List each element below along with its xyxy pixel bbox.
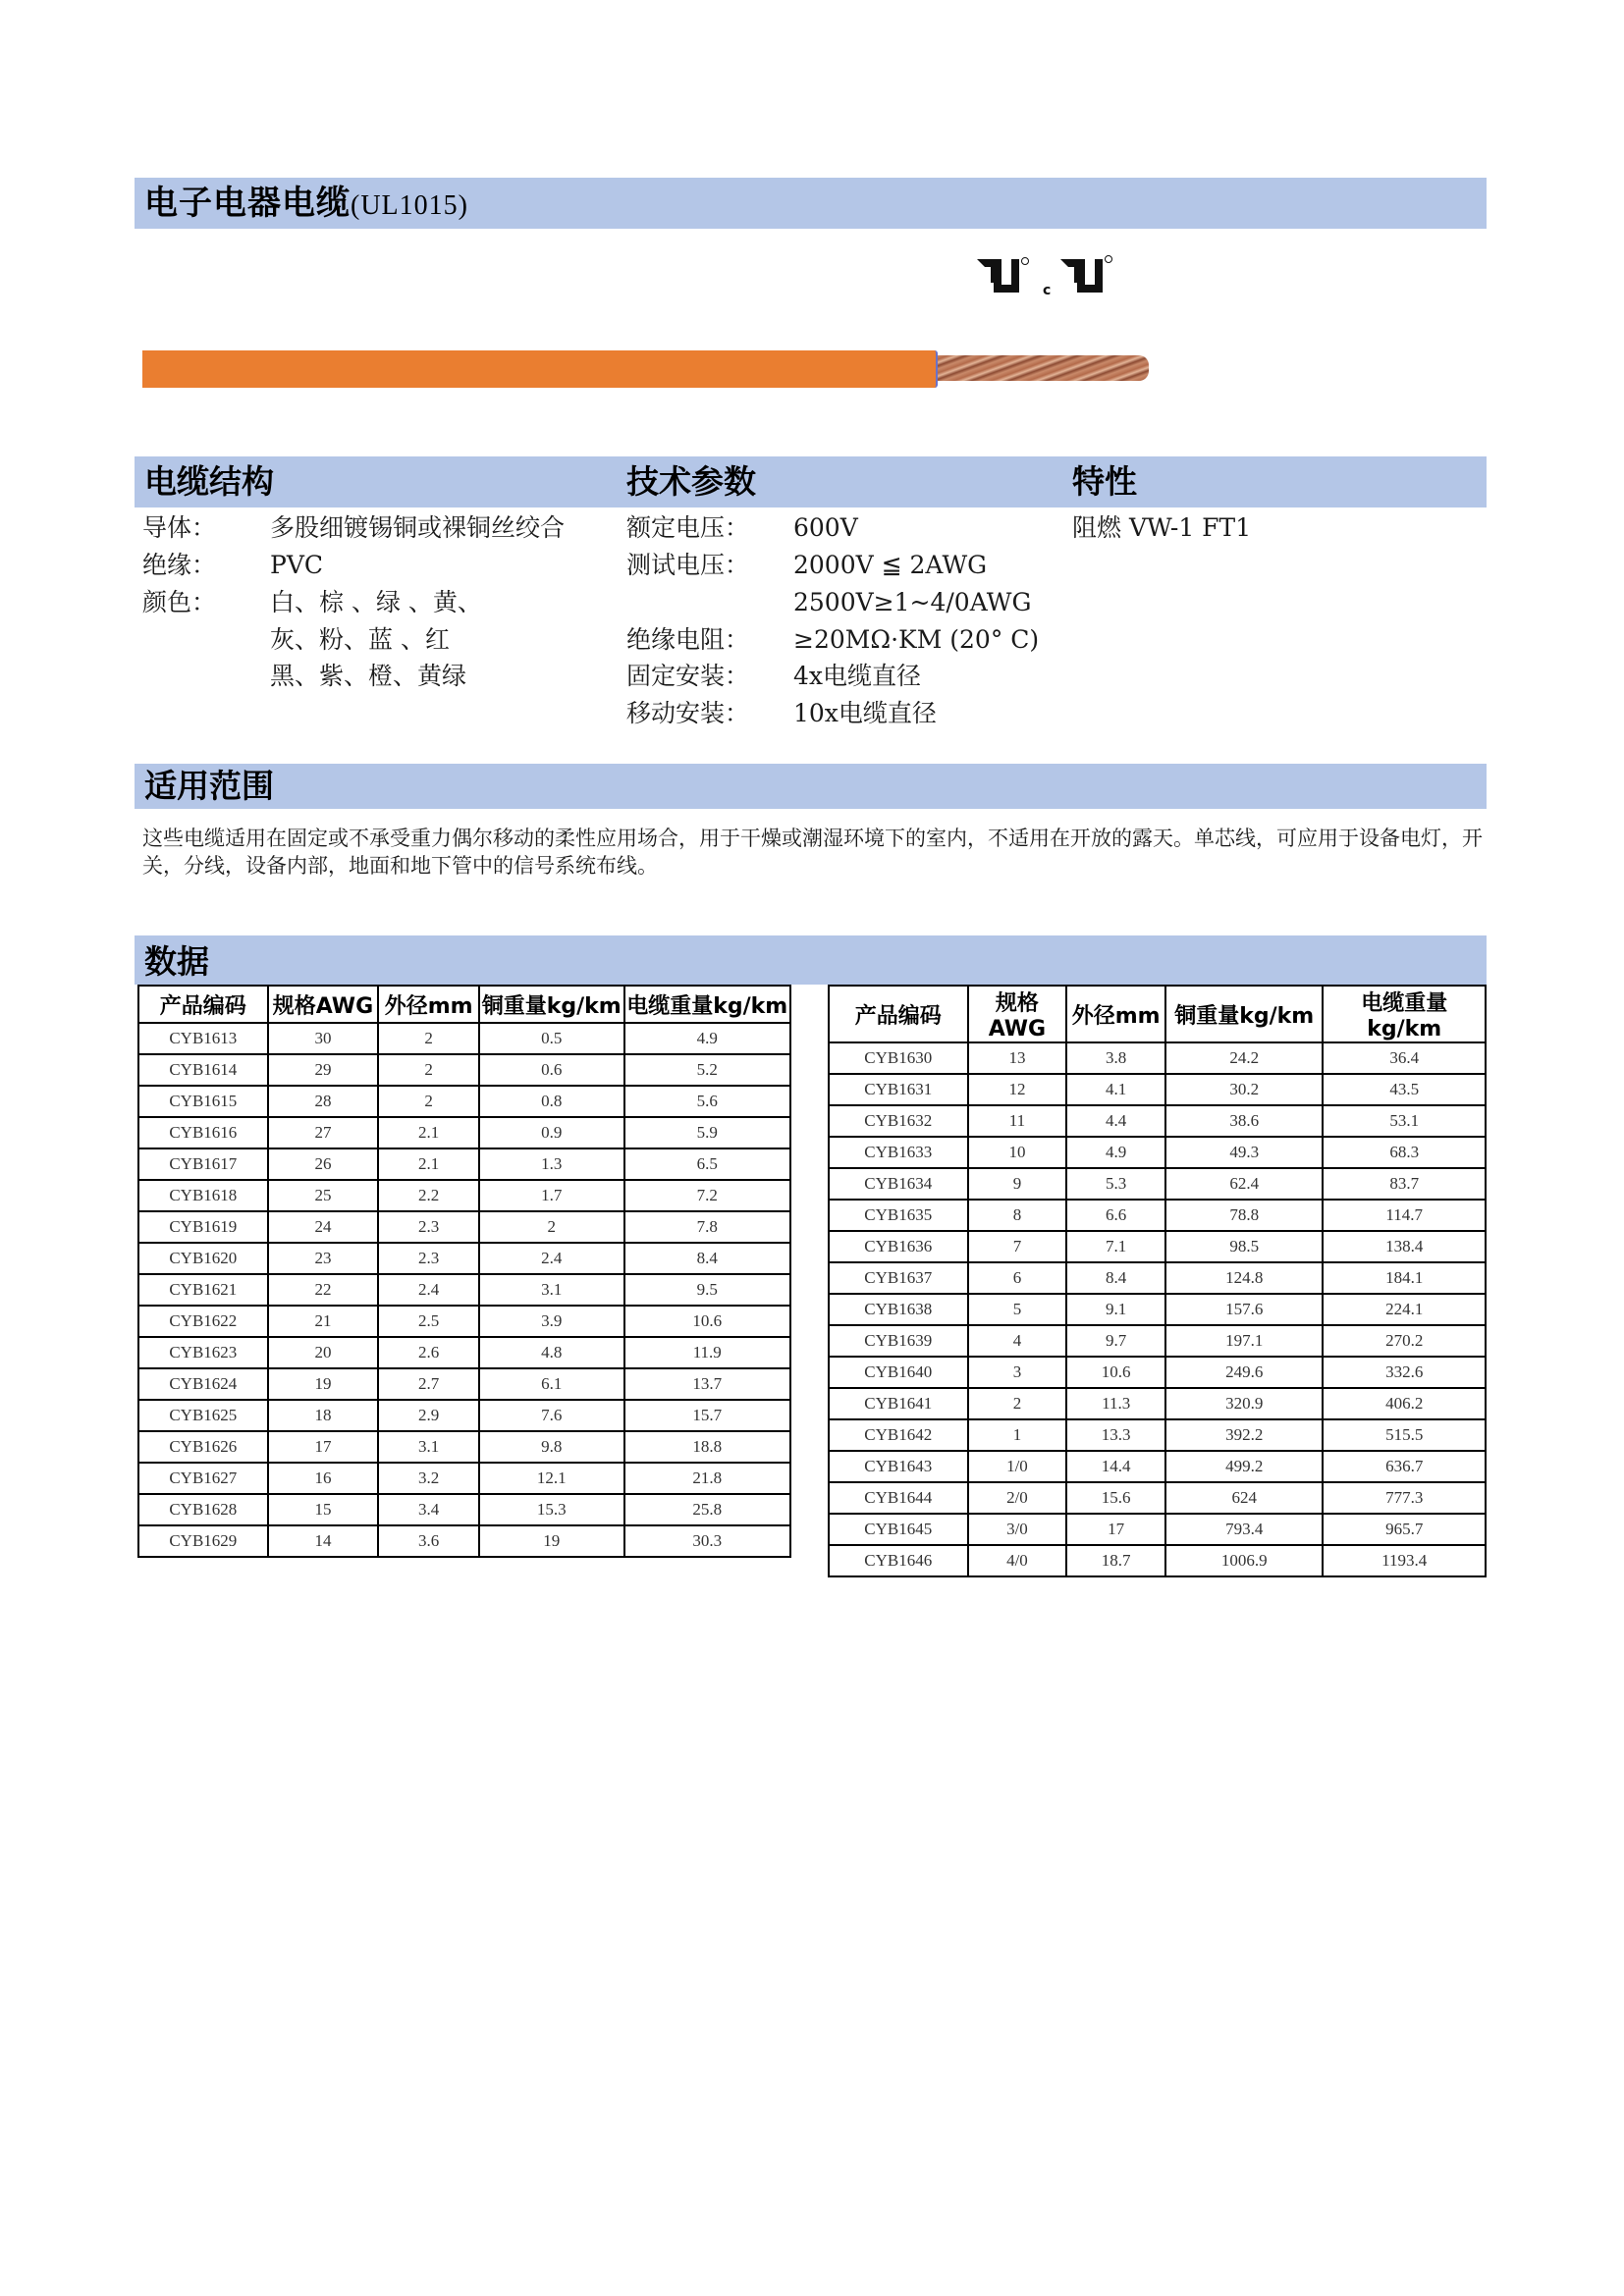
structure-label-color: 颜色：: [142, 588, 217, 616]
table-cell: 22: [268, 1274, 379, 1306]
table-cell: CYB1635: [829, 1200, 968, 1231]
table-cell: CYB1633: [829, 1137, 968, 1168]
table-cell: CYB1618: [138, 1180, 268, 1211]
column-header: 产品编码: [829, 986, 968, 1042]
column-header: 外径mm: [1066, 986, 1165, 1042]
table-row: [138, 1431, 790, 1463]
table-cell: 7.8: [624, 1211, 790, 1243]
table-cell: 2: [378, 1023, 479, 1054]
title-text: 电子电器电缆: [144, 184, 351, 223]
page-title: [144, 182, 468, 228]
table-cell: 124.8: [1165, 1262, 1324, 1294]
tech-value-rated-voltage: 600V: [793, 513, 858, 542]
table-header-row: [829, 986, 1486, 1042]
table-cell: 1: [968, 1419, 1067, 1451]
tech-value-test-voltage-2: 2500V≥1~4/0AWG: [793, 588, 1032, 616]
table-cell: 10.6: [624, 1306, 790, 1337]
feature-flame-retardant: 阻燃 VW-1 FT1: [1072, 513, 1252, 542]
table-row: [138, 1306, 790, 1337]
table-cell: 0.5: [479, 1023, 624, 1054]
column-header: 电缆重量kg/km: [1323, 986, 1486, 1042]
table-cell: 9.8: [479, 1431, 624, 1463]
table-row: [138, 1086, 790, 1117]
table-cell: 17: [268, 1431, 379, 1463]
table-cell: CYB1637: [829, 1262, 968, 1294]
table-cell: 30: [268, 1023, 379, 1054]
table-cell: CYB1634: [829, 1168, 968, 1200]
table-cell: 6.6: [1066, 1200, 1165, 1231]
table-cell: 13.7: [624, 1368, 790, 1400]
table-cell: 3.9: [479, 1306, 624, 1337]
spec-table-right: [828, 985, 1487, 1577]
table-cell: CYB1645: [829, 1514, 968, 1545]
structure-label-insulation: 绝缘：: [142, 551, 217, 579]
table-cell: 2: [378, 1054, 479, 1086]
section-title-structure: 电缆结构: [144, 462, 274, 501]
table-cell: CYB1631: [829, 1074, 968, 1105]
table-cell: 7.6: [479, 1400, 624, 1431]
table-cell: 1006.9: [1165, 1545, 1324, 1576]
tech-value-mobile-install: 10x电缆直径: [793, 699, 937, 727]
table-cell: 11.3: [1066, 1388, 1165, 1419]
tech-label-insulation-resistance: 绝缘电阻：: [626, 625, 750, 654]
table-cell: 3.8: [1066, 1042, 1165, 1074]
table-cell: 5.9: [624, 1117, 790, 1148]
table-cell: 2.5: [378, 1306, 479, 1337]
table-row: [829, 1042, 1486, 1074]
table-cell: CYB1638: [829, 1294, 968, 1325]
table-cell: 4.9: [1066, 1137, 1165, 1168]
table-cell: 2.7: [378, 1368, 479, 1400]
table-cell: CYB1639: [829, 1325, 968, 1357]
table-row: [829, 1137, 1486, 1168]
table-cell: 7.2: [624, 1180, 790, 1211]
table-row: [138, 1463, 790, 1494]
table-cell: 515.5: [1323, 1419, 1486, 1451]
table-cell: 7.1: [1066, 1231, 1165, 1262]
ul-certification-icon: [972, 251, 1149, 300]
column-header: 外径mm: [378, 986, 479, 1023]
table-cell: 8.4: [1066, 1262, 1165, 1294]
table-cell: 49.3: [1165, 1137, 1324, 1168]
table-cell: 3.1: [378, 1431, 479, 1463]
table-cell: 2: [479, 1211, 624, 1243]
title-bar: [135, 178, 1487, 229]
table-cell: 23: [268, 1243, 379, 1274]
table-cell: 3.4: [378, 1494, 479, 1525]
table-cell: 36.4: [1323, 1042, 1486, 1074]
table-cell: CYB1621: [138, 1274, 268, 1306]
cable-jacket: [142, 350, 938, 388]
table-cell: 1193.4: [1323, 1545, 1486, 1576]
table-cell: 224.1: [1323, 1294, 1486, 1325]
table-cell: 83.7: [1323, 1168, 1486, 1200]
section-title-data: 数据: [144, 942, 209, 981]
table-row: [138, 1211, 790, 1243]
table-cell: 5: [968, 1294, 1067, 1325]
tech-label-fixed-install: 固定安装：: [626, 662, 750, 690]
table-cell: 4/0: [968, 1545, 1067, 1576]
section-bar-data: [135, 935, 1487, 985]
table-cell: 332.6: [1323, 1357, 1486, 1388]
table-cell: CYB1632: [829, 1105, 968, 1137]
table-cell: 11: [968, 1105, 1067, 1137]
table-cell: 12: [968, 1074, 1067, 1105]
table-row: [829, 1388, 1486, 1419]
table-cell: 114.7: [1323, 1200, 1486, 1231]
table-row: [829, 1451, 1486, 1482]
table-cell: CYB1646: [829, 1545, 968, 1576]
table-row: [138, 1400, 790, 1431]
table-cell: 0.8: [479, 1086, 624, 1117]
table-cell: 3.6: [378, 1525, 479, 1557]
table-row: [138, 1023, 790, 1054]
table-cell: 320.9: [1165, 1388, 1324, 1419]
structure-value-color-2: 灰、粉、蓝 、红: [270, 625, 450, 654]
table-cell: 2.3: [378, 1243, 479, 1274]
table-row: [829, 1231, 1486, 1262]
table-cell: 270.2: [1323, 1325, 1486, 1357]
table-cell: 0.6: [479, 1054, 624, 1086]
table-cell: 5.3: [1066, 1168, 1165, 1200]
table-cell: 24.2: [1165, 1042, 1324, 1074]
structure-value-insulation: PVC: [270, 551, 324, 579]
table-cell: 0.9: [479, 1117, 624, 1148]
table-cell: 4.4: [1066, 1105, 1165, 1137]
table-cell: 10.6: [1066, 1357, 1165, 1388]
table-cell: 18.7: [1066, 1545, 1165, 1576]
tech-value-test-voltage-1: 2000V ≦ 2AWG: [793, 551, 988, 579]
column-header: 规格AWG: [968, 986, 1067, 1042]
table-cell: 15: [268, 1494, 379, 1525]
table-header-row: [138, 986, 790, 1023]
table-cell: 8.4: [624, 1243, 790, 1274]
table-cell: 7: [968, 1231, 1067, 1262]
tech-label-rated-voltage: 额定电压：: [626, 513, 750, 542]
table-cell: 38.6: [1165, 1105, 1324, 1137]
table-cell: CYB1627: [138, 1463, 268, 1494]
table-row: [138, 1368, 790, 1400]
tech-label-test-voltage: 测试电压：: [626, 551, 750, 579]
table-cell: 4: [968, 1325, 1067, 1357]
scope-description: 这些电缆适用在固定或不承受重力偶尔移动的柔性应用场合，用于干燥或潮湿环境下的室内，不适用在开放的露天。单芯线，可应用于设备电灯，开关，分线，设备内部，地面和地下管中的信号系统布线。: [142, 827, 1483, 878]
table-cell: 3/0: [968, 1514, 1067, 1545]
table-cell: 2.1: [378, 1117, 479, 1148]
table-row: [829, 1419, 1486, 1451]
table-row: [829, 1514, 1486, 1545]
copper-strands: [938, 355, 1149, 381]
table-cell: 15.3: [479, 1494, 624, 1525]
table-cell: 636.7: [1323, 1451, 1486, 1482]
table-cell: 25: [268, 1180, 379, 1211]
table-cell: 2.9: [378, 1400, 479, 1431]
table-cell: 16: [268, 1463, 379, 1494]
table-cell: 15.6: [1066, 1482, 1165, 1514]
table-cell: 793.4: [1165, 1514, 1324, 1545]
table-cell: 26: [268, 1148, 379, 1180]
table-cell: CYB1622: [138, 1306, 268, 1337]
table-cell: 19: [268, 1368, 379, 1400]
cable-image: [142, 348, 1149, 388]
table-cell: CYB1624: [138, 1368, 268, 1400]
table-cell: 68.3: [1323, 1137, 1486, 1168]
table-cell: CYB1636: [829, 1231, 968, 1262]
table-cell: 24: [268, 1211, 379, 1243]
table-row: [829, 1294, 1486, 1325]
table-cell: 6.1: [479, 1368, 624, 1400]
table-cell: 62.4: [1165, 1168, 1324, 1200]
table-cell: 15.7: [624, 1400, 790, 1431]
table-cell: 18: [268, 1400, 379, 1431]
table-cell: 9: [968, 1168, 1067, 1200]
table-cell: 3.1: [479, 1274, 624, 1306]
table-cell: 21.8: [624, 1463, 790, 1494]
table-cell: 2: [378, 1086, 479, 1117]
table-cell: 197.1: [1165, 1325, 1324, 1357]
table-row: [829, 1168, 1486, 1200]
structure-label-conductor: 导体：: [142, 513, 217, 542]
column-header: 产品编码: [138, 986, 268, 1023]
table-cell: 18.8: [624, 1431, 790, 1463]
table-cell: 2: [968, 1388, 1067, 1419]
tech-label-mobile-install: 移动安装：: [626, 699, 750, 727]
table-cell: 30.3: [624, 1525, 790, 1557]
table-body: [829, 1042, 1486, 1576]
structure-value-color-1: 白、棕 、绿 、黄、: [270, 588, 482, 616]
table-cell: 1.3: [479, 1148, 624, 1180]
table-cell: CYB1614: [138, 1054, 268, 1086]
table-cell: 965.7: [1323, 1514, 1486, 1545]
table-cell: 2.1: [378, 1148, 479, 1180]
table-cell: 43.5: [1323, 1074, 1486, 1105]
table-cell: 2/0: [968, 1482, 1067, 1514]
table-cell: 53.1: [1323, 1105, 1486, 1137]
table-cell: 9.7: [1066, 1325, 1165, 1357]
table-cell: 17: [1066, 1514, 1165, 1545]
table-cell: 12.1: [479, 1463, 624, 1494]
table-row: [138, 1148, 790, 1180]
table-cell: CYB1626: [138, 1431, 268, 1463]
table-cell: 777.3: [1323, 1482, 1486, 1514]
table-row: [138, 1525, 790, 1557]
table-cell: 4.8: [479, 1337, 624, 1368]
table-cell: 21: [268, 1306, 379, 1337]
table-row: [829, 1545, 1486, 1576]
table-row: [138, 1243, 790, 1274]
table-cell: CYB1615: [138, 1086, 268, 1117]
tech-value-insulation-resistance: ≥20MΩ·KM (20° C): [793, 625, 1040, 654]
table-cell: 78.8: [1165, 1200, 1324, 1231]
table-cell: 184.1: [1323, 1262, 1486, 1294]
structure-value-color-3: 黑、紫、橙、黄绿: [270, 662, 467, 690]
section-title-features: 特性: [1072, 462, 1137, 501]
column-header: 规格AWG: [268, 986, 379, 1023]
table-cell: CYB1625: [138, 1400, 268, 1431]
table-cell: 28: [268, 1086, 379, 1117]
section-title-scope: 适用范围: [144, 767, 274, 805]
table-cell: 2.2: [378, 1180, 479, 1211]
table-cell: 20: [268, 1337, 379, 1368]
table-cell: 2.4: [378, 1274, 479, 1306]
table-cell: CYB1620: [138, 1243, 268, 1274]
table-cell: 157.6: [1165, 1294, 1324, 1325]
table-cell: 19: [479, 1525, 624, 1557]
table-cell: 25.8: [624, 1494, 790, 1525]
table-row: [829, 1200, 1486, 1231]
section-bar-properties: [135, 456, 1487, 507]
table-cell: CYB1617: [138, 1148, 268, 1180]
table-cell: 9.5: [624, 1274, 790, 1306]
table-cell: 98.5: [1165, 1231, 1324, 1262]
table-cell: CYB1641: [829, 1388, 968, 1419]
table-cell: 249.6: [1165, 1357, 1324, 1388]
table-cell: 1.7: [479, 1180, 624, 1211]
table-cell: 9.1: [1066, 1294, 1165, 1325]
table-cell: CYB1619: [138, 1211, 268, 1243]
table-row: [829, 1074, 1486, 1105]
table-cell: 4.9: [624, 1023, 790, 1054]
table-cell: 2.3: [378, 1211, 479, 1243]
table-row: [138, 1180, 790, 1211]
table-body: [138, 1023, 790, 1557]
table-row: [138, 1117, 790, 1148]
spec-table-left: [137, 985, 791, 1558]
table-cell: 6: [968, 1262, 1067, 1294]
column-header: 电缆重量kg/km: [624, 986, 790, 1023]
table-cell: CYB1630: [829, 1042, 968, 1074]
table-row: [829, 1482, 1486, 1514]
table-cell: 138.4: [1323, 1231, 1486, 1262]
table-cell: 392.2: [1165, 1419, 1324, 1451]
table-cell: 14.4: [1066, 1451, 1165, 1482]
table-cell: 2.6: [378, 1337, 479, 1368]
table-cell: CYB1616: [138, 1117, 268, 1148]
table-cell: CYB1629: [138, 1525, 268, 1557]
table-cell: 29: [268, 1054, 379, 1086]
section-bar-scope: [135, 764, 1487, 809]
table-cell: 2.4: [479, 1243, 624, 1274]
column-header: 铜重量kg/km: [1165, 986, 1324, 1042]
c-label: c: [1043, 283, 1052, 298]
table-row: [138, 1054, 790, 1086]
table-cell: 14: [268, 1525, 379, 1557]
tech-value-fixed-install: 4x电缆直径: [793, 662, 922, 690]
table-row: [138, 1494, 790, 1525]
table-cell: 624: [1165, 1482, 1324, 1514]
table-cell: CYB1642: [829, 1419, 968, 1451]
table-cell: 3: [968, 1357, 1067, 1388]
table-cell: CYB1640: [829, 1357, 968, 1388]
table-row: [829, 1105, 1486, 1137]
table-cell: 4.1: [1066, 1074, 1165, 1105]
table-row: [138, 1337, 790, 1368]
table-cell: 30.2: [1165, 1074, 1324, 1105]
table-cell: CYB1623: [138, 1337, 268, 1368]
title-model: (UL1015): [351, 190, 468, 221]
table-cell: 8: [968, 1200, 1067, 1231]
table-cell: 13.3: [1066, 1419, 1165, 1451]
table-cell: 6.5: [624, 1148, 790, 1180]
table-cell: CYB1644: [829, 1482, 968, 1514]
table-cell: 11.9: [624, 1337, 790, 1368]
table-cell: 5.2: [624, 1054, 790, 1086]
table-row: [138, 1274, 790, 1306]
structure-value-conductor: 多股细镀锡铜或裸铜丝绞合: [270, 513, 566, 542]
column-header: 铜重量kg/km: [479, 986, 624, 1023]
section-title-tech: 技术参数: [626, 462, 756, 501]
table-cell: 5.6: [624, 1086, 790, 1117]
table-cell: 406.2: [1323, 1388, 1486, 1419]
table-cell: 3.2: [378, 1463, 479, 1494]
table-row: [829, 1262, 1486, 1294]
table-cell: CYB1643: [829, 1451, 968, 1482]
table-cell: 27: [268, 1117, 379, 1148]
table-row: [829, 1357, 1486, 1388]
table-cell: CYB1613: [138, 1023, 268, 1054]
table-cell: CYB1628: [138, 1494, 268, 1525]
table-cell: 499.2: [1165, 1451, 1324, 1482]
table-cell: 10: [968, 1137, 1067, 1168]
table-cell: 13: [968, 1042, 1067, 1074]
table-cell: 1/0: [968, 1451, 1067, 1482]
table-row: [829, 1325, 1486, 1357]
